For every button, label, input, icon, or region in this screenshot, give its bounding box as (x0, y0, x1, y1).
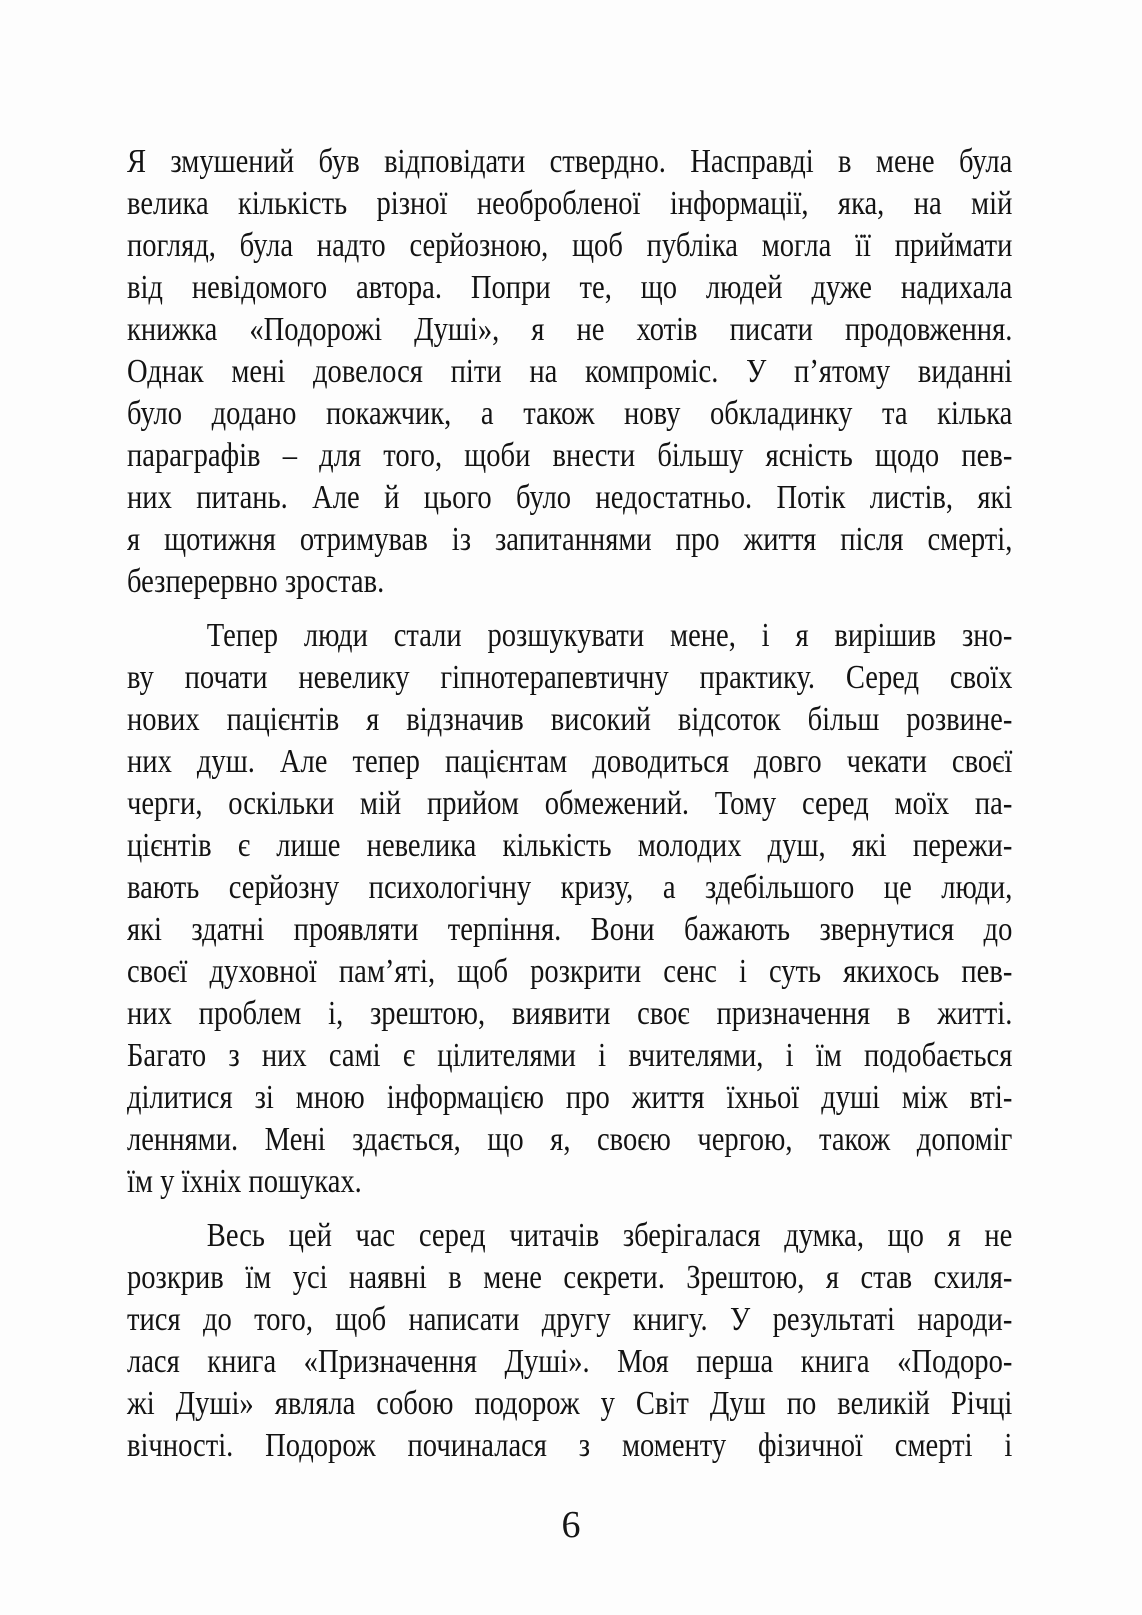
text-line: Весь цей час серед читачів зберігалася думка, що я не (206, 1217, 1013, 1254)
paragraph (127, 141, 1012, 603)
text-line: жі Душі» являла собою подорож у Світ Душ по великій Річці (127, 1385, 1013, 1422)
text-line: Однак мені довелося піти на компроміс. У п’ятому виданні (127, 353, 1013, 390)
text-line: Тепер люди стали розшукувати мене, і я вирішив зно- (206, 617, 1013, 654)
text-line: розкрив їм усі наявні в мене секрети. Зрештою, я став схиля- (127, 1259, 1013, 1296)
text-line: від невідомого автора. Попри те, що людей дуже надихала (127, 269, 1013, 306)
text-line: черги, оскільки мій прийом обмежений. Тому серед моїх па- (127, 785, 1013, 822)
text-line: вічності. Подорож починалася з моменту фізичної смерті і (127, 1427, 1013, 1464)
text-line: леннями. Мені здається, що я, своєю чергою, також допоміг (127, 1121, 1013, 1158)
text-line: Багато з них самі є цілителями і вчителями, і їм подобається (127, 1037, 1013, 1074)
text-line: своєї духовної пам’яті, щоб розкрити сенс і суть якихось пев- (127, 953, 1013, 990)
paragraph (127, 1215, 1012, 1467)
text-line: велика кількість різної необробленої інформації, яка, на мій (127, 185, 1013, 222)
text-line: ділитися зі мною інформацією про життя їхньої душі між вті- (127, 1079, 1013, 1116)
page-number: 6 (561, 1504, 581, 1546)
paragraph (127, 615, 1012, 1203)
text-line: Я змушений був відповідати ствердно. Насправді в мене була (127, 143, 1013, 180)
text-line: них питань. Але й цього було недостатньо. Потік листів, які (127, 479, 1013, 516)
text-line: погляд, була надто серйозною, щоб публіка могла її приймати (127, 227, 1013, 264)
text-line: було додано покажчик, а також нову обкладинку та кілька (127, 395, 1013, 432)
text-line: нових пацієнтів я відзначив високий відсоток більш розвине- (127, 701, 1013, 738)
text-line: вають серйозну психологічну кризу, а здебільшого це люди, (127, 869, 1013, 906)
text-line: лася книга «Призначення Душі». Моя перша книга «Подоро- (127, 1343, 1013, 1380)
text-line: них проблем і, зрештою, виявити своє призначення в житті. (127, 995, 1013, 1032)
text-line: книжка «Подорожі Душі», я не хотів писати продовження. (127, 311, 1013, 348)
text-line: цієнтів є лише невелика кількість молодих душ, які пережи- (127, 827, 1013, 864)
text-line: їм у їхніх пошуках. (127, 1163, 362, 1200)
text-line: ву почати невелику гіпнотерапевтичну практику. Серед своїх (127, 659, 1013, 696)
text-line: тися до того, щоб написати другу книгу. У результаті народи- (127, 1301, 1013, 1338)
text-block (127, 141, 1012, 1467)
text-line: параграфів – для того, щоби внести більшу ясність щодо пев- (127, 437, 1013, 474)
text-line: них душ. Але тепер пацієнтам доводиться довго чекати своєї (127, 743, 1013, 780)
text-line: які здатні проявляти терпіння. Вони бажають звернутися до (127, 911, 1013, 948)
text-line: безперервно зростав. (127, 563, 385, 600)
text-line: я щотижня отримував із запитаннями про життя після смерті, (127, 521, 1013, 558)
